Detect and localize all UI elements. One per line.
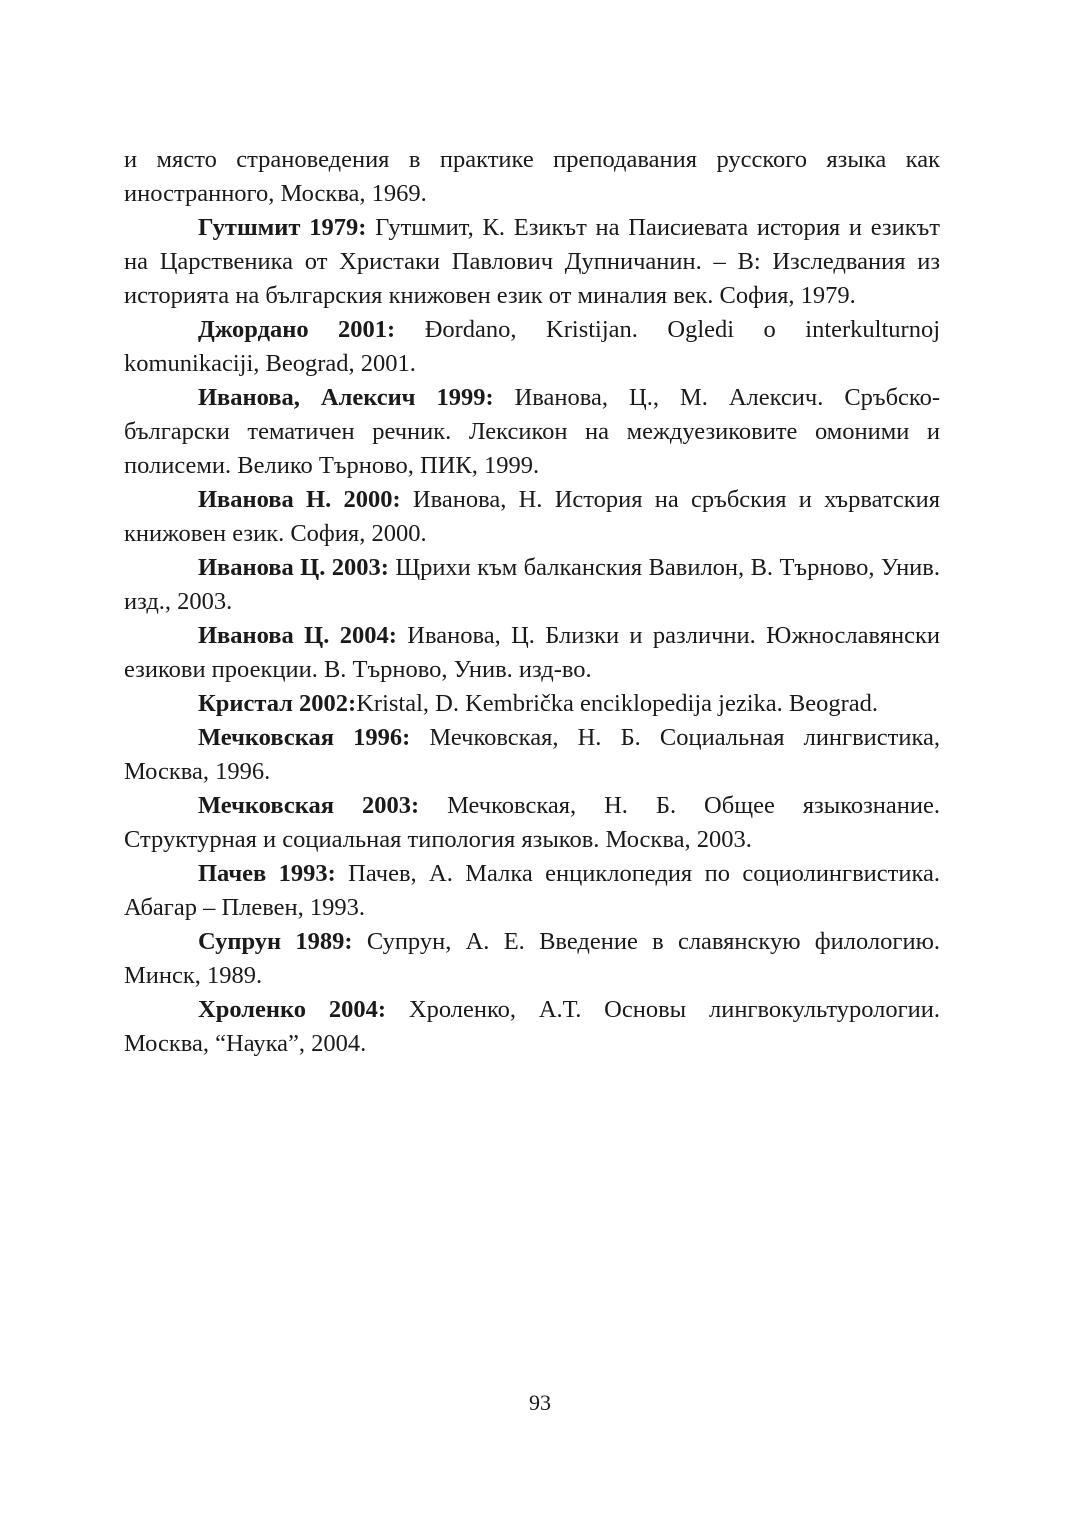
entry-text: Хроленко, А.Т. Основы лингвокультурологии. Москва, “Наука”, 2004. [124,996,941,1057]
entry-text: Đordano, Kristijan. Ogledi o interkulturnoj komunikaciji, Beograd, 2001. [124,316,940,377]
bibliography-entry [124,619,940,687]
entry-key: Мечковская 1996: [198,724,411,751]
continuation-paragraph: и място страноведения в практике преподавания русского языка как иностранного, Москва, 1969. [124,146,940,207]
entry-key: Гутшмит 1979: [198,214,367,241]
entry-text: Мечковская, Н. Б. Общее языкознание. Структурная и социальная типология языков. Москва, 2003. [124,792,940,853]
entry-key: Иванова Ц. 2003: [198,554,389,581]
entry-key: Супрун 1989: [198,928,353,955]
bibliography-entry [124,993,940,1061]
entry-key: Иванова Ц. 2004: [198,622,397,649]
bibliography-list [124,143,940,1061]
bibliography-entry [124,721,940,789]
bibliography-entry [124,789,940,857]
bibliography-entry [124,313,940,381]
bibliography-entry [124,483,940,551]
entry-text: Иванова, Ц., М. Алексич. Сръбско-български тематичен речник. Лексикон на междуезиковите омоними и полисеми. Велико Търново, ПИК, 1999. [124,384,940,479]
entry-key: Иванова Н. 2000: [198,486,401,513]
entry-text: Kristal, D. Kembrička enciklopedija jezika. Beograd. [356,690,879,717]
entry-text: Щрихи към балканския Вавилон, В. Търново, Унив. изд., 2003. [124,554,940,615]
bibliography-entry [124,211,940,313]
entry-key: Пачев 1993: [198,860,336,887]
entry-key: Кристал 2002: [198,690,357,717]
bibliography-entry [124,857,940,925]
entry-key: Мечковская 2003: [198,792,420,819]
page-number: 93 [529,1390,551,1415]
entry-text: Пачев, А. Малка енциклопедия по социолингвистика. Абагар – Плевен, 1993. [124,860,940,921]
entry-key: Джордано 2001: [198,316,396,343]
entry-key: Хроленко 2004: [198,996,387,1023]
entry-text: Иванова, Ц. Близки и различни. Южнославянски езикови проекции. В. Търново, Унив. изд-во. [124,622,940,683]
entry-text: Супрун, А. Е. Введение в славянскую филологию. Минск, 1989. [124,928,941,989]
entry-text: Гутшмит, К. Езикът на Паисиевата история и езикът на Царственика от Христаки Павлович Дупничанин. – В: Изследвания из историята на българския книжовен език от миналия век. София, 1979. [124,214,940,309]
bibliography-entry [124,925,940,993]
bibliography-entry [124,381,940,483]
entry-text: Мечковская, Н. Б. Социальная лингвистика, Москва, 1996. [124,724,940,785]
bibliography-entry [124,687,940,721]
entry-text: Иванова, Н. История на сръбския и хърватския книжовен език. София, 2000. [124,486,940,547]
bibliography-entry [124,551,940,619]
entry-key: Иванова, Алексич 1999: [198,384,494,411]
